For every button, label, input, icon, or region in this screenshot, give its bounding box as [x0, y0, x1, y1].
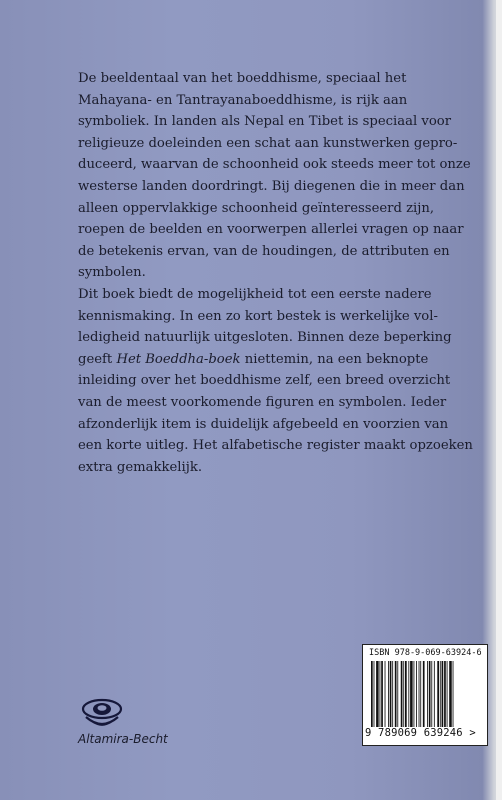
blurb-line: Mahayana- en Tantrayanaboeddhisme, is rijk aan: [78, 92, 408, 108]
blurb-line: symbolen.: [78, 265, 146, 281]
blurb-line: extra gemakkelijk.: [78, 459, 203, 475]
blurb-line: inleiding over het boeddhisme zelf, een breed overzicht: [78, 373, 451, 389]
barcode-label: [362, 644, 488, 746]
barcode-icon: [371, 661, 479, 727]
blurb-line: Dit boek biedt de mogelijkheid tot een eerste nadere: [78, 286, 432, 302]
blurb-line: De beeldentaal van het boeddhisme, speciaal het: [78, 71, 407, 86]
blurb-line: kennismaking. In een zo kort bestek is werkelijke vol-: [78, 308, 438, 324]
barcode-digits: 9 789069 639246 >: [365, 727, 476, 739]
blurb-line: roepen de beelden en voorwerpen allerlei vragen op naar: [78, 222, 464, 238]
blurb-line: de betekenis ervan, van de houdingen, de attributen en: [78, 243, 450, 259]
isbn-number: ISBN 978-9-069-63924-6: [369, 648, 482, 658]
blurb-fragment: geeft: [78, 351, 117, 367]
blurb-line-with-title: [78, 349, 456, 371]
blurb-line: duceerd, waarvan de schoonheid ook steeds meer tot onze: [78, 157, 471, 173]
blurb-line: alleen oppervlakkige schoonheid geïnteresseerd zijn,: [78, 200, 435, 216]
blurb-fragment: niettemin, na een beknopte: [240, 351, 429, 367]
blurb-line: ledigheid natuurlijk uitgesloten. Binnen deze beperking: [78, 330, 452, 346]
blurb-line: westerse landen doordringt. Bij diegenen die in meer dan: [78, 178, 465, 194]
blurb-line: religieuze doeleinden een schat aan kunstwerken gepro-: [78, 135, 458, 151]
blurb-text: [78, 68, 473, 478]
publisher-logo-icon: [80, 695, 124, 733]
page-edge-highlight: [496, 0, 502, 800]
blurb-line: afzonderlijk item is duidelijk afgebeeld en voorzien van: [78, 416, 449, 432]
book-title: Het Boeddha-boek: [116, 351, 241, 367]
publisher-name: Altamira-Becht: [78, 732, 168, 746]
blurb-line: van de meest voorkomende figuren en symbolen. Ieder: [78, 394, 447, 410]
blurb-line: symboliek. In landen als Nepal en Tibet is speciaal voor: [78, 114, 452, 130]
blurb-line: een korte uitleg. Het alfabetische register maakt opzoeken: [78, 438, 473, 454]
